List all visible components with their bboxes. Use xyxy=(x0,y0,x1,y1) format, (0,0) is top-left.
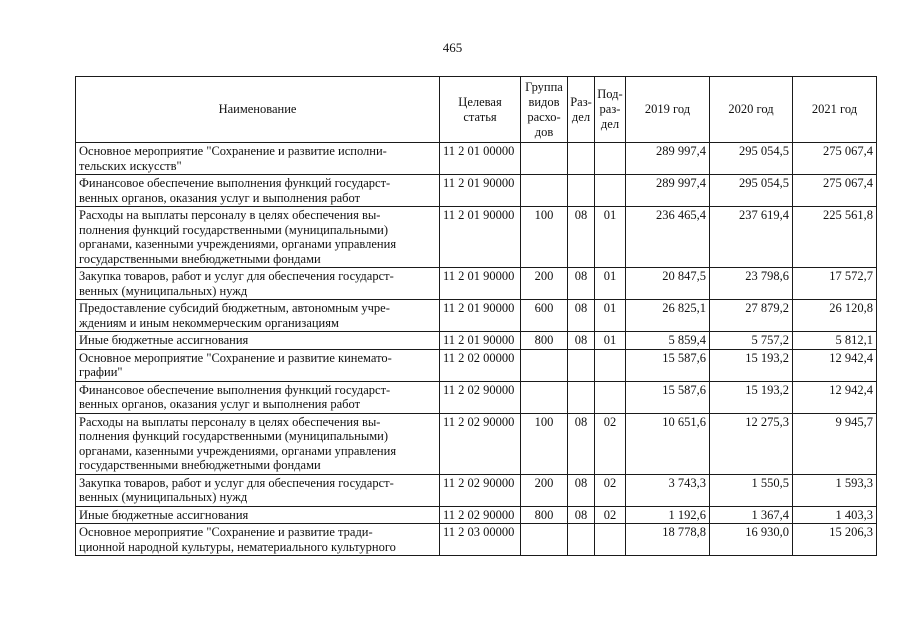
cell-name: Иные бюджетные ассигнования xyxy=(76,332,440,350)
cell-section: 08 xyxy=(568,413,595,474)
cell-2019: 15 587,6 xyxy=(626,381,710,413)
cell-2020: 237 619,4 xyxy=(710,207,793,268)
table-row xyxy=(76,349,877,381)
table-row xyxy=(76,143,877,175)
cell-name: Расходы на выплаты персоналу в целях обеспечения вы- полнения функций государственными (муниципальными) органами, казенными учреждениями, органами управления государственными внебюджетными фондами xyxy=(76,207,440,268)
cell-section: 08 xyxy=(568,474,595,506)
cell-2020: 1 367,4 xyxy=(710,506,793,524)
cell-name: Финансовое обеспечение выполнения функций государст- венных органов, оказания услуг и выполнения работ xyxy=(76,175,440,207)
header-name: Наименование xyxy=(76,77,440,143)
cell-2021: 9 945,7 xyxy=(793,413,877,474)
page-number: 465 xyxy=(442,40,463,55)
cell-2020: 1 550,5 xyxy=(710,474,793,506)
cell-subsection: 01 xyxy=(595,268,626,300)
cell-section: 08 xyxy=(568,300,595,332)
budget-table xyxy=(75,76,877,556)
table-row xyxy=(76,207,877,268)
cell-subsection xyxy=(595,175,626,207)
header-row xyxy=(76,77,877,143)
cell-subsection: 02 xyxy=(595,474,626,506)
cell-2020: 23 798,6 xyxy=(710,268,793,300)
cell-target: 11 2 02 90000 xyxy=(440,506,521,524)
cell-target: 11 2 03 00000 xyxy=(440,524,521,556)
cell-target: 11 2 02 90000 xyxy=(440,381,521,413)
cell-group: 100 xyxy=(521,413,568,474)
cell-subsection: 01 xyxy=(595,300,626,332)
cell-target: 11 2 01 90000 xyxy=(440,268,521,300)
cell-2021: 5 812,1 xyxy=(793,332,877,350)
cell-2020: 15 193,2 xyxy=(710,349,793,381)
cell-2020: 5 757,2 xyxy=(710,332,793,350)
cell-subsection xyxy=(595,524,626,556)
cell-2021: 1 593,3 xyxy=(793,474,877,506)
cell-2021: 15 206,3 xyxy=(793,524,877,556)
cell-2020: 16 930,0 xyxy=(710,524,793,556)
cell-target: 11 2 02 90000 xyxy=(440,413,521,474)
table-row xyxy=(76,524,877,556)
cell-2020: 295 054,5 xyxy=(710,143,793,175)
cell-2019: 1 192,6 xyxy=(626,506,710,524)
table-row xyxy=(76,474,877,506)
cell-2021: 275 067,4 xyxy=(793,143,877,175)
cell-2021: 225 561,8 xyxy=(793,207,877,268)
cell-2021: 12 942,4 xyxy=(793,349,877,381)
cell-2021: 26 120,8 xyxy=(793,300,877,332)
cell-section xyxy=(568,143,595,175)
cell-subsection xyxy=(595,143,626,175)
cell-name: Основное мероприятие "Сохранение и развитие кинемато- графии" xyxy=(76,349,440,381)
cell-2019: 10 651,6 xyxy=(626,413,710,474)
cell-name: Иные бюджетные ассигнования xyxy=(76,506,440,524)
cell-name: Основное мероприятие "Сохранение и развитие тради- ционной народной культуры, нематериального культурного xyxy=(76,524,440,556)
table-row xyxy=(76,268,877,300)
header-subsection: Под- раз- дел xyxy=(595,77,626,143)
cell-group: 100 xyxy=(521,207,568,268)
cell-group: 800 xyxy=(521,506,568,524)
cell-section xyxy=(568,349,595,381)
cell-group: 800 xyxy=(521,332,568,350)
cell-2019: 15 587,6 xyxy=(626,349,710,381)
cell-name: Закупка товаров, работ и услуг для обеспечения государст- венных (муниципальных) нужд xyxy=(76,268,440,300)
cell-target: 11 2 01 90000 xyxy=(440,300,521,332)
cell-2019: 236 465,4 xyxy=(626,207,710,268)
cell-section xyxy=(568,381,595,413)
table-row xyxy=(76,175,877,207)
cell-section: 08 xyxy=(568,506,595,524)
header-section: Раз- дел xyxy=(568,77,595,143)
cell-group: 200 xyxy=(521,268,568,300)
table-row xyxy=(76,506,877,524)
cell-target: 11 2 02 90000 xyxy=(440,474,521,506)
header-group: Группа видов расхо- дов xyxy=(521,77,568,143)
cell-group xyxy=(521,175,568,207)
cell-2021: 12 942,4 xyxy=(793,381,877,413)
cell-group: 600 xyxy=(521,300,568,332)
cell-2019: 3 743,3 xyxy=(626,474,710,506)
cell-subsection: 02 xyxy=(595,413,626,474)
header-target: Целевая статья xyxy=(440,77,521,143)
cell-group xyxy=(521,143,568,175)
cell-group xyxy=(521,381,568,413)
cell-target: 11 2 01 90000 xyxy=(440,207,521,268)
cell-subsection: 01 xyxy=(595,332,626,350)
cell-2020: 15 193,2 xyxy=(710,381,793,413)
cell-subsection: 01 xyxy=(595,207,626,268)
cell-name: Предоставление субсидий бюджетным, автономным учре- ждениям и иным некоммерческим организациям xyxy=(76,300,440,332)
cell-target: 11 2 01 00000 xyxy=(440,143,521,175)
cell-subsection: 02 xyxy=(595,506,626,524)
cell-group xyxy=(521,349,568,381)
cell-2020: 12 275,3 xyxy=(710,413,793,474)
cell-2021: 17 572,7 xyxy=(793,268,877,300)
cell-name: Расходы на выплаты персоналу в целях обеспечения вы- полнения функций государственными (муниципальными) органами, казенными учреждениями, органами управления государственными внебюджетными фондами xyxy=(76,413,440,474)
cell-2019: 289 997,4 xyxy=(626,143,710,175)
table-body xyxy=(76,143,877,556)
cell-2019: 5 859,4 xyxy=(626,332,710,350)
table-row xyxy=(76,381,877,413)
cell-group: 200 xyxy=(521,474,568,506)
header-2019: 2019 год xyxy=(626,77,710,143)
cell-name: Основное мероприятие "Сохранение и развитие исполни- тельских искусств" xyxy=(76,143,440,175)
cell-section: 08 xyxy=(568,207,595,268)
cell-section: 08 xyxy=(568,332,595,350)
cell-2020: 27 879,2 xyxy=(710,300,793,332)
cell-subsection xyxy=(595,381,626,413)
cell-section xyxy=(568,175,595,207)
cell-target: 11 2 02 00000 xyxy=(440,349,521,381)
cell-subsection xyxy=(595,349,626,381)
cell-name: Закупка товаров, работ и услуг для обеспечения государст- венных (муниципальных) нужд xyxy=(76,474,440,506)
cell-2019: 289 997,4 xyxy=(626,175,710,207)
cell-group xyxy=(521,524,568,556)
cell-2021: 1 403,3 xyxy=(793,506,877,524)
cell-2021: 275 067,4 xyxy=(793,175,877,207)
cell-name: Финансовое обеспечение выполнения функций государст- венных органов, оказания услуг и выполнения работ xyxy=(76,381,440,413)
cell-section xyxy=(568,524,595,556)
cell-target: 11 2 01 90000 xyxy=(440,175,521,207)
header-2020: 2020 год xyxy=(710,77,793,143)
cell-2019: 26 825,1 xyxy=(626,300,710,332)
table-row xyxy=(76,413,877,474)
table-row xyxy=(76,300,877,332)
cell-2019: 18 778,8 xyxy=(626,524,710,556)
cell-section: 08 xyxy=(568,268,595,300)
table-row xyxy=(76,332,877,350)
cell-2019: 20 847,5 xyxy=(626,268,710,300)
cell-target: 11 2 01 90000 xyxy=(440,332,521,350)
cell-2020: 295 054,5 xyxy=(710,175,793,207)
header-2021: 2021 год xyxy=(793,77,877,143)
